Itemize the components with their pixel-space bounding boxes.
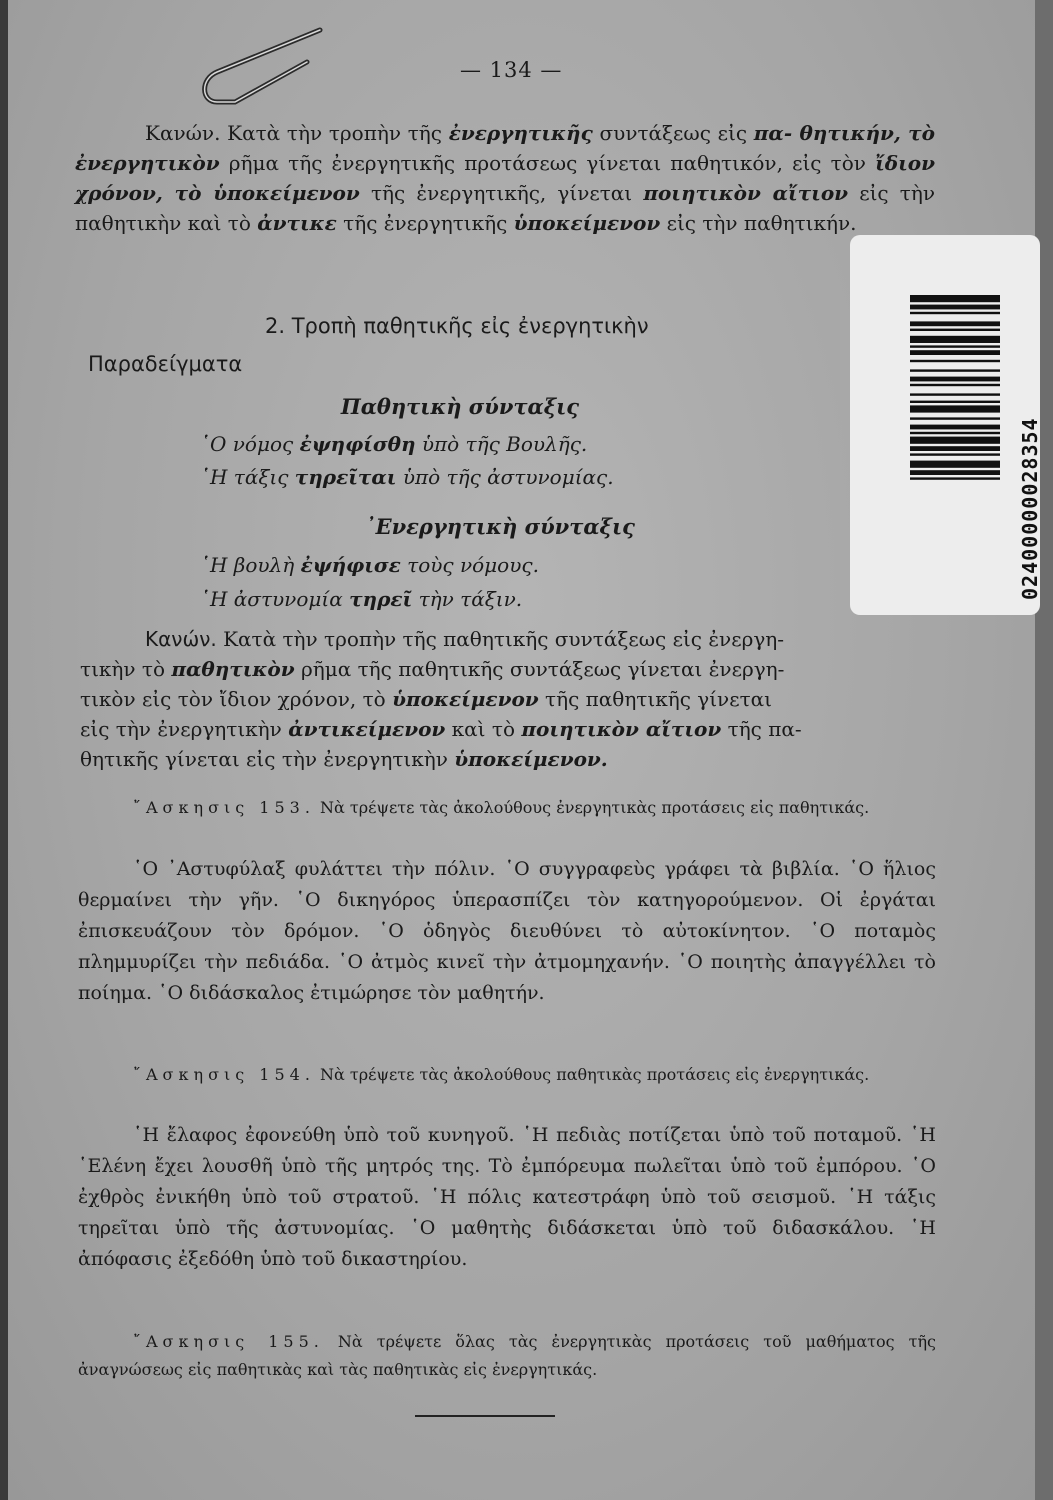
barcode-bar — [910, 393, 1000, 395]
barcode-bar — [910, 401, 1000, 403]
exercise-154-heading — [78, 1063, 936, 1087]
exercise-155-label: ῎Ασκησις 155. — [133, 1332, 324, 1351]
text-run: τικὴν τὸ — [80, 657, 172, 681]
barcode-bar — [910, 321, 1000, 326]
barcode-bar — [910, 345, 1000, 347]
text-run: ἐψηφίσθη — [299, 432, 416, 456]
text-run: καὶ τὸ — [445, 717, 522, 741]
exercise-153-body: ῾Ο ᾿Αστυφύλαξ φυλάττει τὴν πόλιν. ῾Ο συγγραφεὺς γράφει τὰ βιβλία. ῾Ο ἥλιος θερμαίνει τὴν γῆν. ῾Ο δικηγόρος ὑπερασπίζει τὸν κατηγορούμενον. Οἱ ἐργάται ἐπισκευάζουν τὸν δρόμον. ῾Ο ὁδηγὸς διευθύνει τὸ αὐτοκίνητον. ῾Ο ποταμὸς πλημμυρίζει τὴν πεδιάδα. ῾Ο ἀτμὸς κινεῖ τὴν ἀτμομηχανήν. ῾Ο ποιητὴς ἀπαγγέλλει τὸ ποίημα. ῾Ο διδάσκαλος ἐτιμώρησε τὸν μαθητήν. — [78, 858, 936, 1004]
exercise-155 — [78, 1328, 936, 1384]
exercise-155-instruction: Νὰ τρέψετε ὅλας τὰς ἐνεργητικὰς προτάσεις τοῦ μαθήματος τῆς ἀναγνώσεως εἰς παθητικὰς καὶ τὰς παθητικὰς εἰς ἐνεργητικάς. — [78, 1332, 936, 1379]
barcode-bar — [910, 360, 1000, 362]
end-rule — [415, 1415, 555, 1417]
exercise-153-heading — [78, 796, 936, 820]
text-run: πα- θητικήν, τὸ ἐνεργητικὸν — [75, 121, 935, 175]
text-run: ποιητικὸν αἴτιον — [643, 181, 849, 205]
barcode-bar — [910, 295, 1000, 302]
barcode-icon — [910, 295, 1000, 565]
barcode-number: 02400000028354 — [1018, 417, 1042, 600]
text-run: τὴν τάξιν. — [412, 587, 523, 611]
text-run: ρῆμα τῆς παθητικῆς συντάξεως γίνεται ἐνεργη- τικὸν εἰς τὸν ἴδιον χρόνον, τὸ — [80, 657, 785, 711]
text-run: ἴδιον χρόνον, τὸ ὑποκείμενον — [75, 151, 935, 205]
barcode-bar — [910, 336, 1000, 343]
barcode-bar — [910, 329, 1000, 331]
barcode-label — [850, 235, 1040, 615]
text-run: ὑποκείμενον. — [454, 747, 608, 771]
text-run: τῆς παθητικῆς γίνεται εἰς τὴν ἐνεργητικὴν — [80, 687, 772, 741]
text-run: τῆς πα- θητικῆς γίνεται εἰς τὴν ἐνεργητικὴν — [80, 717, 802, 771]
text-run: Κανών. — [145, 121, 228, 145]
text-run: Κατὰ τὴν τροπὴν τῆς παθητικῆς συντάξεως εἰς ἐνεργη- — [223, 627, 785, 651]
rule-passive-to-active — [80, 624, 930, 774]
example-line — [200, 548, 800, 582]
barcode-bar — [910, 446, 1000, 451]
text-run: παθητικὸν — [171, 657, 295, 681]
barcode-bar — [910, 437, 1000, 444]
passive-heading: Παθητικὴ σύνταξις — [340, 394, 580, 419]
barcode-bar — [910, 432, 1000, 434]
example-line — [200, 461, 800, 494]
exercise-153-instruction: Νὰ τρέψετε τὰς ἀκολούθους ἐνεργητικὰς προτάσεις εἰς παθητικάς. — [314, 798, 870, 817]
barcode-bar — [910, 350, 1000, 355]
barcode-bar — [910, 384, 1000, 386]
text-run: ῾Ο νόμος — [200, 432, 300, 456]
example-line — [200, 582, 800, 616]
text-run: ἐψήφισε — [300, 553, 401, 577]
barcode-bar — [910, 369, 1000, 371]
example-line — [200, 428, 800, 461]
text-run: τοὺς νόμους. — [400, 553, 539, 577]
text-run: τῆς ἐνεργητικῆς, γίνεται — [359, 181, 644, 205]
examples-label: Παραδείγματα — [88, 352, 243, 376]
page-number: — 134 — — [460, 58, 563, 82]
barcode-bar — [910, 312, 1000, 314]
text-run: τηρεῖ — [349, 587, 413, 611]
text-run: εἰς τὴν παθητικὴν καὶ τὸ — [75, 181, 936, 235]
exercise-153-label: ῎Ασκησις 153. — [133, 798, 315, 817]
barcode-bar — [910, 377, 1000, 382]
text-run: ποιητικὸν αἴτιον — [521, 717, 722, 741]
paperclip-icon — [195, 22, 335, 112]
text-run: ὑπὸ τῆς Βουλῆς. — [415, 432, 588, 456]
exercise-154-body: ῾Η ἔλαφος ἐφονεύθη ὑπὸ τοῦ κυνηγοῦ. ῾Η πεδιὰς ποτίζεται ὑπὸ τοῦ ποταμοῦ. ῾Η ῾Ελένη ἔχει λουσθῆ ὑπὸ τῆς μητρός της. Τὸ ἐμπόρευμα πωλεῖται ὑπὸ τοῦ ἐμπόρου. ῾Ο ἐχθρὸς ἐνικήθη ὑπὸ τοῦ στρατοῦ. ῾Η πόλις κατεστράφη ὑπὸ τοῦ σεισμοῦ. ῾Η τάξις τηρεῖται ὑπὸ τῆς ἀστυνομίας. ῾Ο μαθητὴς διδάσκεται ὑπὸ τοῦ διδασκάλου. ῾Η ἀπόφασις ἐξεδόθη ὑπὸ τοῦ δικαστηρίου. — [78, 1124, 936, 1270]
text-run: τηρεῖται — [294, 465, 397, 489]
text-run: εἰς τὴν παθητικήν. — [660, 211, 857, 235]
exercise-154-instruction: Νὰ τρέψετε τὰς ἀκολούθους παθητικὰς προτάσεις εἰς ἐνεργητικάς. — [314, 1065, 870, 1084]
text-run: συντάξεως εἰς — [592, 121, 754, 145]
active-heading: ᾿Ενεργητικὴ σύνταξις — [365, 514, 635, 539]
text-run: ἀντικε — [257, 211, 337, 235]
barcode-bar — [910, 405, 1000, 412]
text-run: ῾Η τάξις — [200, 465, 295, 489]
text-run: ὑποκείμενον — [392, 687, 539, 711]
barcode-bar — [910, 417, 1000, 419]
barcode-bar — [910, 470, 1000, 475]
text-run: ὑπὸ τῆς ἀστυνομίας. — [396, 465, 614, 489]
barcode-bar — [910, 305, 1000, 310]
barcode-bar — [910, 477, 1000, 479]
text-run: Κανών. — [145, 627, 224, 651]
text-run: ῾Η βουλὴ — [200, 553, 301, 577]
barcode-bar — [910, 461, 1000, 468]
text-run: Κατὰ τὴν τροπὴν τῆς — [227, 121, 449, 145]
barcode-bar — [910, 453, 1000, 455]
section-title: 2. Τροπὴ παθητικῆς εἰς ἐνεργητικὴν — [265, 314, 649, 338]
text-run: ἐνεργητικῆς — [448, 121, 593, 145]
text-run: ὑποκείμενον — [513, 211, 661, 235]
rule-active-to-passive — [75, 118, 935, 238]
barcode-bar — [910, 425, 1000, 430]
text-run: τῆς ἐνεργητικῆς — [336, 211, 514, 235]
exercise-154-label: ῎Ασκησις 154. — [133, 1065, 315, 1084]
text-run: ῾Η ἀστυνομία — [200, 587, 350, 611]
text-run: ρῆμα τῆς ἐνεργητικῆς προτάσεως γίνεται παθητικόν, εἰς τὸν — [219, 151, 876, 175]
text-run: ἀντικείμενον — [288, 717, 446, 741]
passive-examples — [200, 428, 800, 494]
active-examples — [200, 548, 800, 616]
